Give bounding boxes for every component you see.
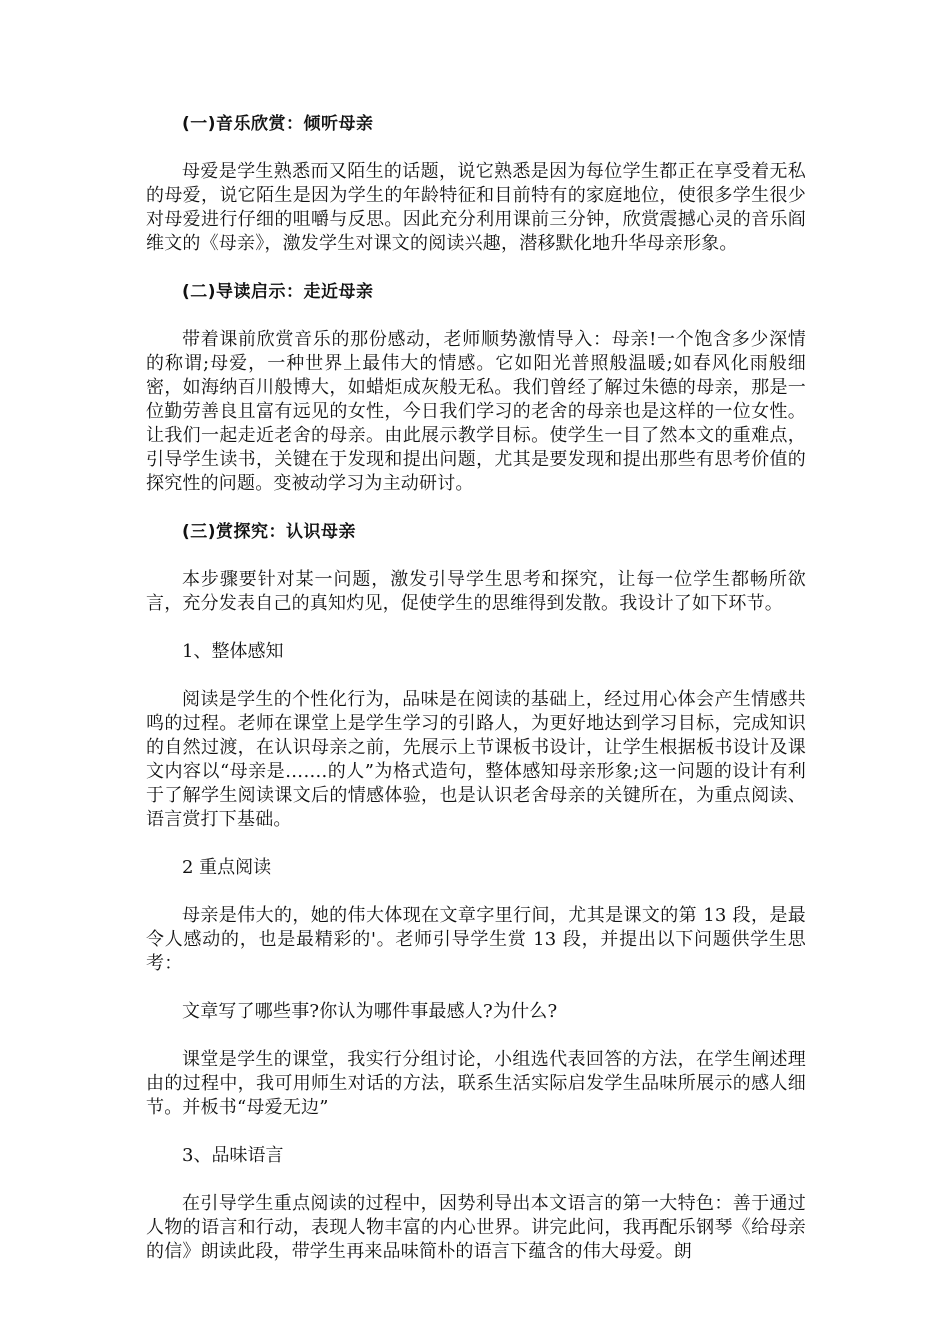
paragraph-key-reading: 母亲是伟大的，她的伟大体现在文章字里行间，尤其是课文的第 13 段，是最令人感动的，也是最精彩的'。老师引导学生赏 13 段，并提出以下问题供学生思考： [146,905,806,974]
section-heading-guide: (二)导读启示：走近母亲 [182,282,374,302]
paragraph-language: 在引导学生重点阅读的过程中，因势利导出本文语言的第一大特色：善于通过人物的语言和行动，表现人物丰富的内心世界。讲完此问，我再配乐钢琴《给母亲的信》朗读此段，带学生再来品味简朴的语言下蕴含的伟大母爱。朗 [146,1193,806,1262]
paragraph-explore: 本步骤要针对某一问题，激发引导学生思考和探究，让每一位学生都畅所欲言，充分发表自己的真知灼见，促使学生的思维得到发散。我设计了如下环节。 [146,569,806,614]
document-body [146,112,806,1288]
paragraph-music: 母爱是学生熟悉而又陌生的话题，说它熟悉是因为每位学生都正在享受着无私的母爱，说它陌生是因为学生的年龄特征和目前特有的家庭地位，使很多学生很少对母爱进行仔细的咀嚼与反思。因此充分利用课前三分钟，欣赏震撼心灵的音乐阎维文的《母亲》，激发学生对课文的阅读兴趣，潜移默化地升华母亲形象。 [146,161,806,254]
step-title-overall: 1、整体感知 [182,641,284,662]
section-heading-explore: (三)赏探究：认识母亲 [182,522,357,542]
section-heading-music: (一)音乐欣赏：倾听母亲 [182,114,374,134]
question-line: 文章写了哪些事?你认为哪件事最感人?为什么? [182,1001,558,1022]
paragraph-guide: 带着课前欣赏音乐的那份感动，老师顺势激情导入：母亲!一个饱含多少深情的称谓;母爱，一种世界上最伟大的情感。它如阳光普照般温暖;如春风化雨般细密，如海纳百川般博大，如蜡炬成灰般无私。我们曾经了解过朱德的母亲，那是一位勤劳善良且富有远见的女性，今日我们学习的老舍的母亲也是这样的一位女性。让我们一起走近老舍的母亲。由此展示教学目标。使学生一目了然本文的重难点，引导学生读书，关键在于发现和提出问题，尤其是要发现和提出那些有思考价值的探究性的问题。变被动学习为主动研讨。 [146,329,806,494]
step-title-language: 3、品味语言 [182,1145,284,1166]
paragraph-overall: 阅读是学生的个性化行为，品味是在阅读的基础上，经过用心体会产生情感共鸣的过程。老师在课堂上是学生学习的引路人，为更好地达到学习目标，完成知识的自然过渡，在认识母亲之前，先展示上节课板书设计，让学生根据板书设计及课文内容以“母亲是…….的人”为格式造句，整体感知母亲形象;这一问题的设计有利于了解学生阅读课文后的情感体验，也是认识老舍母亲的关键所在，为重点阅读、语言赏打下基础。 [146,689,806,830]
step-title-key-reading: 2 重点阅读 [182,857,272,878]
paragraph-classroom: 课堂是学生的课堂，我实行分组讨论，小组选代表回答的方法，在学生阐述理由的过程中，我可用师生对话的方法，联系生活实际启发学生品味所展示的感人细节。并板书“母爱无边” [146,1049,806,1118]
